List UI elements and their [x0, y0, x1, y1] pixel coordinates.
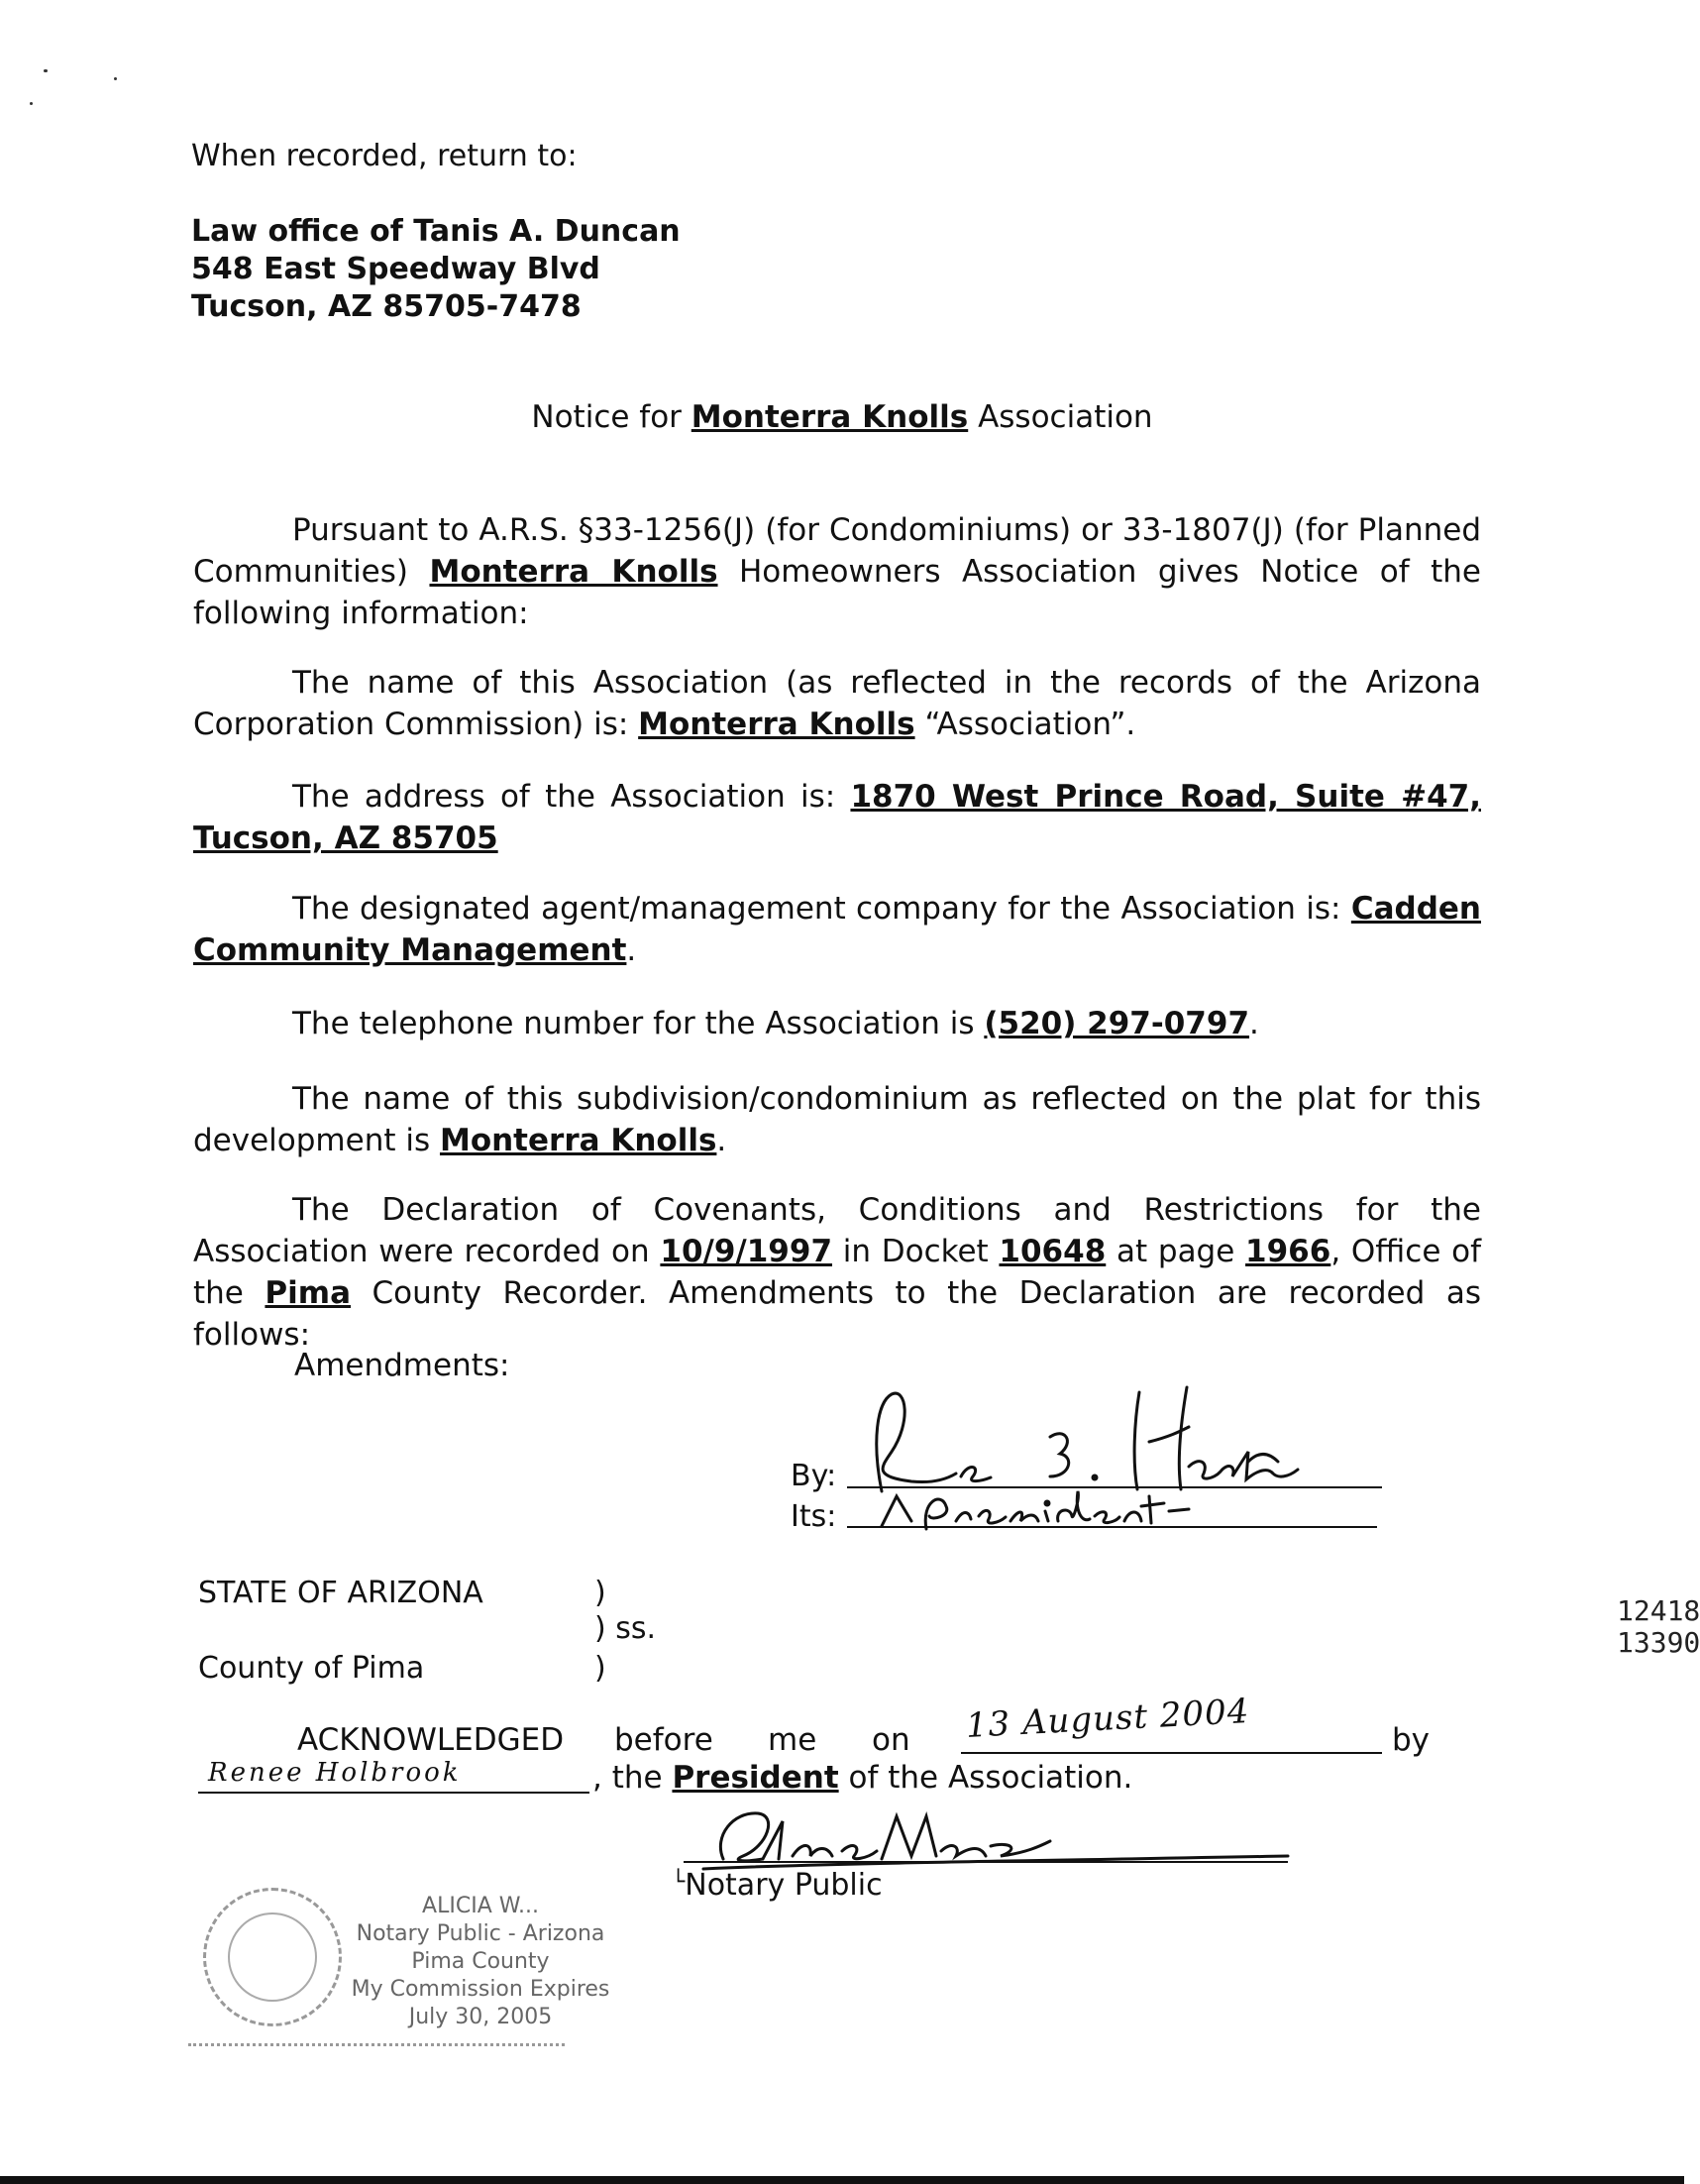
association-name: Monterra Knolls [691, 399, 969, 435]
ack-name-line [198, 1792, 589, 1794]
state-label: STATE OF ARIZONA [198, 1576, 483, 1610]
venue-paren-top: ) [594, 1576, 606, 1610]
street-address: 548 East Speedway Blvd [191, 252, 600, 286]
paragraph-phone: The telephone number for the Association is (520) 297-0797. [292, 1006, 1259, 1041]
office-name: Law office of Tanis A. Duncan [191, 214, 681, 249]
city-state-zip: Tucson, AZ 85705-7478 [191, 289, 582, 324]
notary-signature-line [684, 1861, 1288, 1863]
venue-ss: ) ss. [594, 1611, 657, 1646]
scan-edge [0, 2176, 1684, 2184]
stamp-bottom-border [188, 2043, 565, 2046]
return-address [191, 213, 681, 326]
scan-speck [44, 69, 48, 72]
ack-name-handwritten: Renee Holbrook [208, 1758, 462, 1788]
paragraph-agent: The designated agent/management company for the Association is: Cadden Community Management. [193, 891, 1481, 968]
county-label: County of Pima [198, 1651, 425, 1686]
ack-word: before [614, 1722, 713, 1758]
notary-public-label: └Notary Public [672, 1868, 883, 1903]
ack-date-line [961, 1752, 1382, 1754]
paragraph-subdivision: The name of this subdivision/condominium as reflected on the plat for this development is Monterra Knolls. [193, 1081, 1481, 1158]
president-signature [852, 1382, 1328, 1541]
its-label: Its: [791, 1499, 837, 1534]
ack-word: by [1392, 1722, 1431, 1758]
return-label: When recorded, return to: [191, 139, 578, 173]
venue-paren-bottom: ) [594, 1651, 606, 1686]
document-title: Notice for Monterra Knolls Association [531, 399, 1153, 435]
paragraph-address: The address of the Association is: 1870 West Prince Road, Suite #47, Tucson, AZ 85705 [193, 779, 1481, 856]
ack-word: me [768, 1722, 817, 1758]
ack-line-2: , the President of the Association. [592, 1760, 1133, 1796]
ack-date-handwritten: 13 August 2004 [964, 1692, 1251, 1746]
by-label: By: [791, 1459, 837, 1493]
ack-role: President [672, 1760, 839, 1796]
amendments-label: Amendments: [294, 1348, 510, 1383]
notary-seal-inner [228, 1912, 317, 2002]
recording-number: 12418 13390 [1617, 1594, 1700, 1659]
ack-word: ACKNOWLEDGED [297, 1722, 565, 1758]
ack-word: on [872, 1722, 910, 1758]
scan-speck [114, 77, 117, 80]
notary-seal [203, 1888, 342, 2026]
notary-stamp-text: ALICIA W... Notary Public - Arizona Pima County My Commission Expires July 30, 2005 [351, 1894, 610, 2029]
paragraph-pursuant: Pursuant to A.R.S. §33-1256(J) (for Condominiums) or 33-1807(J) (for Planned Communities) Monterra Knolls Homeowners Association gives Notice of the following information: [193, 512, 1481, 631]
paragraph-association-name: The name of this Association (as reflected in the records of the Arizona Corporation Commission) is: Monterra Knolls “Association”. [193, 665, 1481, 742]
scan-speck [30, 102, 33, 105]
paragraph-declaration: The Declaration of Covenants, Conditions and Restrictions for the Association were recorded on 10/9/1997 in Docket 10648 at page 1966, Office of the Pima County Recorder. Amendments to the Declaration are recorded as follows: [193, 1192, 1482, 1353]
